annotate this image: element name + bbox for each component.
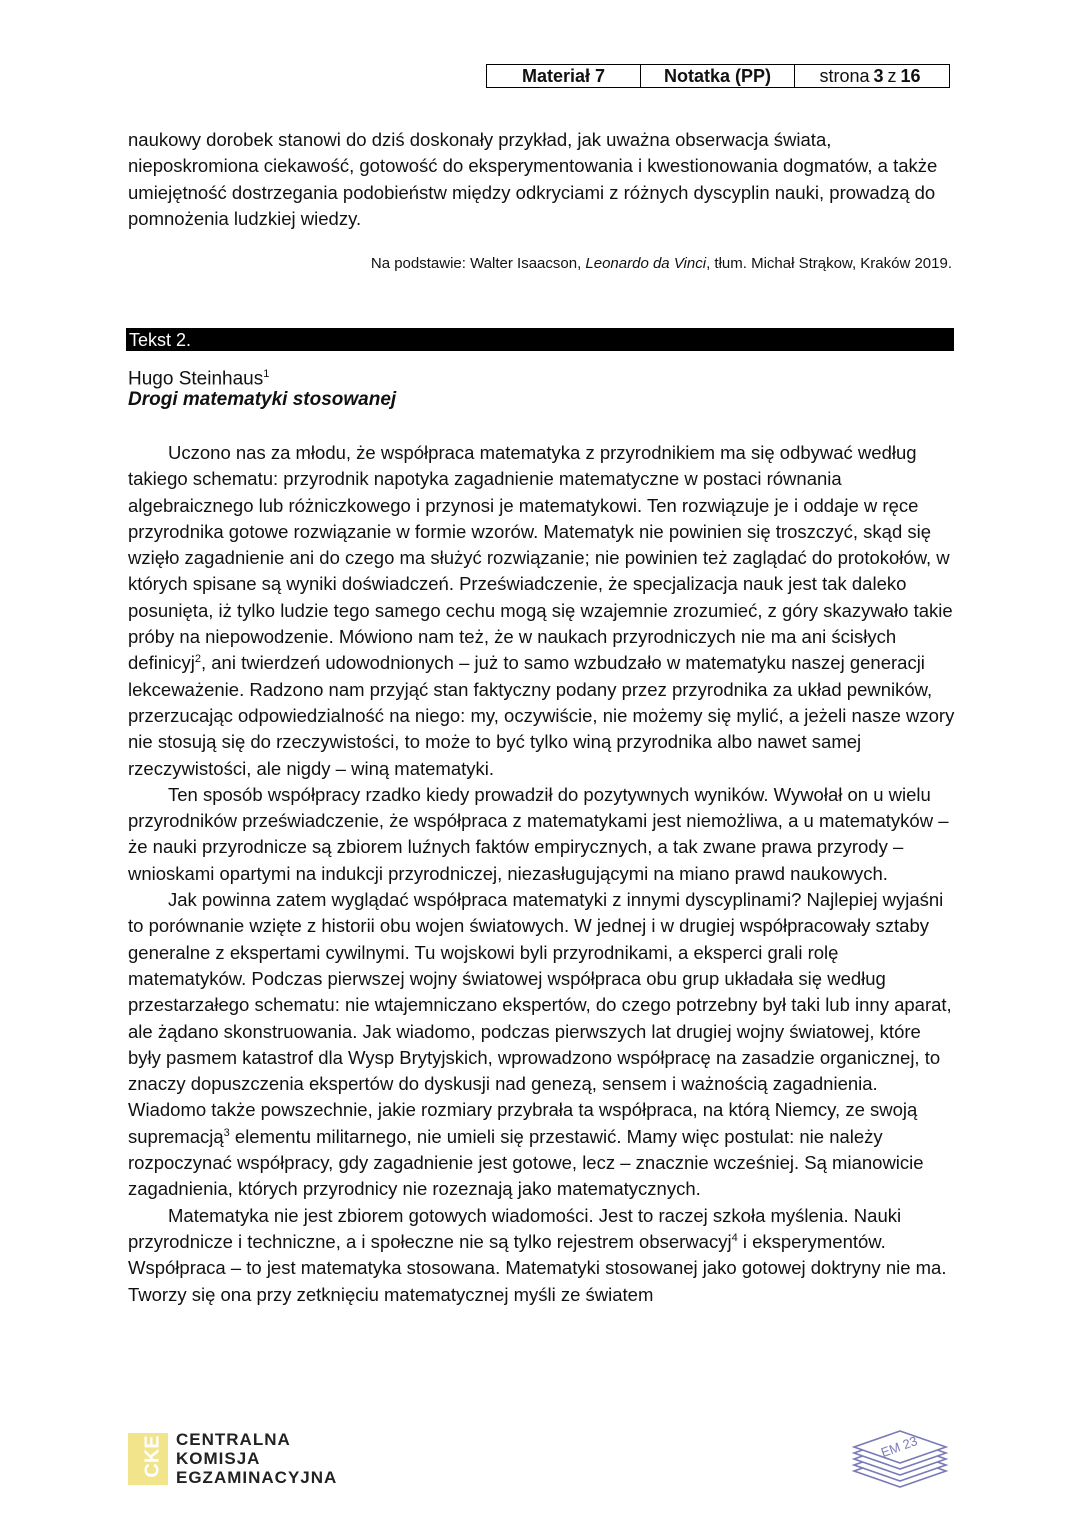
cke-line-3: EGZAMINACYJNA [176, 1468, 338, 1487]
paragraph-1a: Uczono nas za młodu, że współpraca matematyka z przyrodnikiem ma się odbywać według takiego schematu: przyrodnik napotyka zagadnienie matematyczne w postaci równania algebraicznego lub różniczkowego i przynosi je matematykowi. Ten rozwiązuje je i oddaje w ręce przyrodnika gotowe rozwiązanie w formie wzorów. Matematyk nie powinien się troszczyć, skąd się wzięło zagadnienie ani do czego ma służyć rozwiązanie; nie powinien też zaglądać do protokołów, w których spisane są wyniki doświadczeń. Przeświadczenie, że specjalizacja nauk jest tak daleko posunięta, iż tylko ludzie tego samego cechu mogą się wzajemnie zrozumieć, z góry skazywało takie próby na niepowodzenie. Mówiono nam też, że w naukach przyrodniczych nie ma ani ścisłych definicyj [128, 442, 953, 674]
paragraph-3a: Jak powinna zatem wyglądać współpraca matematyki z innymi dyscyplinami? Najlepiej wyjaśni to porównanie wzięte z historii obu wojen światowych. W jednej i w drugiej współpracowały sztaby generalne z ekspertami cywilnymi. Tu wojskowi byli przyrodnikami, a eksperci grali rolę matematyków. Podczas pierwszej wojny światowej współpraca obu grup układała się według przestarzałego schematu: nie wtajemniczano ekspertów, do czego potrzebny był taki lub inny aparat, ale żądano skonstruowania. Jak wiadomo, podczas pierwszych lat drugiej wojny światowej, które były pasmem katastrof dla Wysp Brytyjskich, wprowadzono współpracę na zasadzie organicznej, to znaczy dopuszczenia ekspertów do dyskusji nad genezą, sensem i ważnością zagadnienia. Wiadomo także powszechnie, jakie rozmiary przybrała ta współpraca, na którą Niemcy, ze swoją supremacją [128, 889, 952, 1147]
page-total: 16 [900, 65, 921, 86]
paragraph-4 [128, 1203, 956, 1308]
cke-logo-mark [128, 1433, 168, 1485]
footnote-ref-3: 3 [223, 1126, 230, 1139]
footnote-ref-2: 2 [194, 653, 201, 666]
note-label: Notatka (PP) [641, 65, 795, 87]
cke-logo-text [176, 1430, 337, 1487]
article-body [128, 440, 956, 1308]
cke-line-2: KOMISJA [176, 1449, 261, 1468]
paragraph-1b: , ani twierdzeń udowodnionych – już to samo wzbudzało w matematyku naszej generacji lekceważenie. Radzono nam przyjąć stan faktyczny podany przez przyrodnika za układ pewników, przerzucając odpowiedzialność na niego: my, oczywiście, nie możemy się mylić, a jeżeli nasze wzory nie stosują się do rzeczywistości, to może to być tylko winą przyrodnika albo nawet samej rzeczywistości, ale nigdy – winą matematyki. [128, 652, 955, 779]
material-label: Materiał 7 [487, 65, 641, 87]
em-stack-logo [850, 1425, 950, 1497]
source-citation [371, 254, 952, 274]
paragraph-4b: i eksperymentów. Współpraca – to jest matematyka stosowana. Matematyki stosowanej jako gotowej doktryny nie ma. Tworzy się ona przy zetknięciu matematycznej myśli ze światem [128, 1230, 947, 1305]
article-title: Drogi matematyki stosowanej [128, 389, 397, 410]
cke-line-1: CENTRALNA [176, 1430, 291, 1449]
section-header: Tekst 2. [126, 328, 954, 351]
page-current: 3 [873, 65, 884, 86]
em-logo-text: EM 23 [878, 1433, 920, 1461]
page-prefix: strona [819, 65, 870, 86]
paragraph-3 [128, 887, 956, 1203]
paragraph-2: Ten sposób współpracy rzadko kiedy prowadził do pozytywnych wyników. Wywołał on u wielu przyrodników przeświadczenie, że współpraca z matematykami jest niemożliwa, a u matematyków – że nauki przyrodnicze są zbiorem luźnych faktów empirycznych, a tak zwane prawa przyrody – wnioskami opartymi na indukcji przyrodniczej, niezasługującymi na miano prawd naukowych. [128, 783, 949, 884]
intro-paragraph: naukowy dorobek stanowi do dziś doskonały przykład, jak uważna obserwacja świata, nieposkromiona ciekawość, gotowość do eksperymentowania i kwestionowania dogmatów, a także umiejętność dostrzegania podobieństw między odkryciami z różnych dyscyplin nauki, prowadzą do pomnożenia ludzkiej wiedzy. [128, 129, 938, 229]
paragraph-4a: Matematyka nie jest zbiorem gotowych wiadomości. Jest to raczej szkoła myślenia. Nauki przyrodnicze i techniczne, a i społeczne nie są tylko rejestrem obserwacyj [128, 1204, 902, 1252]
author-name [128, 362, 269, 391]
author-text: Hugo Steinhaus [128, 368, 264, 390]
source-suffix: , tłum. Michał Strąkow, Kraków 2019. [706, 255, 952, 272]
source-book: Leonardo da Vinci [585, 255, 707, 272]
author-footnote: 1 [263, 368, 270, 380]
header-table [486, 64, 950, 88]
cke-mark-text: CKE [141, 1434, 164, 1478]
page-indicator [795, 65, 949, 87]
footnote-ref-4: 4 [731, 1231, 738, 1244]
paragraph-1 [128, 440, 956, 782]
page-sep: z [887, 65, 897, 86]
cke-logo [128, 1430, 337, 1487]
source-prefix: Na podstawie: Walter Isaacson, [370, 255, 586, 272]
paragraph-3b: elementu militarnego, nie umieli się przestawić. Mamy więc postulat: nie należy rozpoczynać współpracy, gdy zagadnienie jest gotowe, lecz – znacznie wcześniej. Są mianowicie zagadnienia, których przyrodnicy nie rozeznają jako matematycznych. [128, 1125, 924, 1200]
